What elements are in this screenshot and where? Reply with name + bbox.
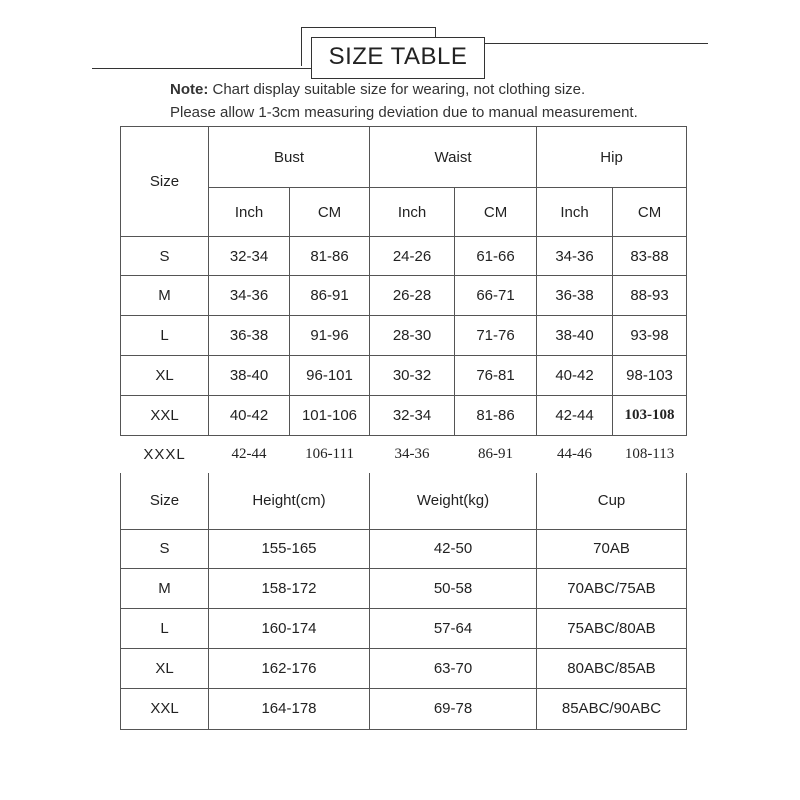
- cup-cell: 80ABC/85AB: [537, 648, 687, 688]
- value-cell: 71-76: [455, 316, 537, 356]
- size-cell: XXL: [121, 396, 209, 436]
- value-cell: 103-108: [613, 396, 687, 436]
- value-cell: 42-44: [231, 446, 267, 463]
- value-cell: 26-28: [370, 276, 455, 316]
- value-cell: 32-34: [370, 396, 455, 436]
- value-cell: 34-36: [537, 237, 613, 276]
- value-cell: 34-36: [394, 446, 430, 463]
- table-row: [121, 356, 687, 396]
- value-cell: 36-38: [537, 276, 613, 316]
- table-row: [121, 276, 687, 316]
- height-cell: 160-174: [209, 608, 370, 648]
- table-row: [121, 529, 687, 568]
- value-cell: 38-40: [537, 316, 613, 356]
- weight-cell: 50-58: [370, 568, 537, 608]
- value-cell: 42-44: [537, 396, 613, 436]
- unit-header: CM: [455, 188, 537, 237]
- value-cell: 101-106: [290, 396, 370, 436]
- fit-header-weight: Weight(kg): [370, 473, 537, 529]
- table-row: [121, 316, 687, 356]
- value-cell: 28-30: [370, 316, 455, 356]
- size-cell: XL: [121, 648, 209, 688]
- weight-cell: 69-78: [370, 688, 537, 729]
- page-title: SIZE TABLE: [328, 43, 468, 70]
- value-cell: 81-86: [455, 396, 537, 436]
- height-cell: 158-172: [209, 568, 370, 608]
- group-header-waist: Waist: [370, 127, 537, 188]
- note-text-1: Chart display suitable size for wearing, not clothing size.: [208, 81, 586, 98]
- fit-header-size: Size: [121, 473, 209, 529]
- note-label: Note:: [170, 81, 209, 98]
- table-row: [121, 436, 687, 474]
- cup-cell: 75ABC/80AB: [537, 608, 687, 648]
- weight-cell: 42-50: [370, 529, 537, 568]
- cup-cell: 70ABC/75AB: [537, 568, 687, 608]
- value-cell: 91-96: [290, 316, 370, 356]
- weight-cell: 63-70: [370, 648, 537, 688]
- value-cell: 106-111: [305, 446, 354, 463]
- size-cell: XXL: [121, 688, 209, 729]
- note-line-1: [170, 81, 585, 98]
- note-line-2: Please allow 1-3cm measuring deviation due to manual measurement.: [170, 104, 638, 121]
- value-cell: 40-42: [537, 356, 613, 396]
- fit-header-row: [121, 473, 687, 529]
- fit-header-cup: Cup: [537, 473, 687, 529]
- value-cell: 44-46: [557, 446, 593, 463]
- fit-header-height: Height(cm): [209, 473, 370, 529]
- height-cell: 164-178: [209, 688, 370, 729]
- header-rule-right: [470, 43, 708, 44]
- value-cell: 30-32: [370, 356, 455, 396]
- group-header-hip: Hip: [537, 127, 687, 188]
- table-row: [121, 648, 687, 688]
- table-row: [121, 688, 687, 729]
- fit-table: [120, 473, 687, 730]
- value-cell: 88-93: [613, 276, 687, 316]
- table-row: [121, 608, 687, 648]
- unit-header: Inch: [370, 188, 455, 237]
- value-cell: 36-38: [209, 316, 290, 356]
- cup-cell: 85ABC/90ABC: [537, 688, 687, 729]
- value-cell: 34-36: [209, 276, 290, 316]
- size-cell: M: [121, 568, 209, 608]
- value-cell: 81-86: [290, 237, 370, 276]
- size-cell: S: [121, 237, 209, 276]
- height-cell: 155-165: [209, 529, 370, 568]
- value-cell: 40-42: [209, 396, 290, 436]
- value-cell: 83-88: [613, 237, 687, 276]
- table-row: [121, 568, 687, 608]
- measurement-table: [120, 126, 687, 474]
- value-cell: 38-40: [209, 356, 290, 396]
- size-cell: S: [121, 529, 209, 568]
- weight-cell: 57-64: [370, 608, 537, 648]
- value-cell: 66-71: [455, 276, 537, 316]
- value-cell: 86-91: [478, 446, 514, 463]
- group-header-bust: Bust: [209, 127, 370, 188]
- value-cell: 96-101: [290, 356, 370, 396]
- size-cell: XL: [121, 356, 209, 396]
- value-cell: 108-113: [624, 446, 675, 463]
- value-cell: 32-34: [209, 237, 290, 276]
- unit-header: Inch: [537, 188, 613, 237]
- value-cell: 24-26: [370, 237, 455, 276]
- group-header-row: [121, 127, 687, 188]
- size-cell: XXXL: [143, 446, 186, 464]
- value-cell: 93-98: [613, 316, 687, 356]
- value-cell: 86-91: [290, 276, 370, 316]
- value-cell: 98-103: [613, 356, 687, 396]
- unit-header: Inch: [209, 188, 290, 237]
- value-cell: 76-81: [455, 356, 537, 396]
- size-header: Size: [121, 127, 209, 237]
- size-cell: L: [121, 608, 209, 648]
- unit-header: CM: [290, 188, 370, 237]
- size-cell: L: [121, 316, 209, 356]
- height-cell: 162-176: [209, 648, 370, 688]
- table-row: [121, 396, 687, 436]
- unit-header: CM: [613, 188, 687, 237]
- value-cell: 61-66: [455, 237, 537, 276]
- header-rule-left: [92, 68, 332, 69]
- size-cell: M: [121, 276, 209, 316]
- table-row: [121, 237, 687, 276]
- cup-cell: 70AB: [537, 529, 687, 568]
